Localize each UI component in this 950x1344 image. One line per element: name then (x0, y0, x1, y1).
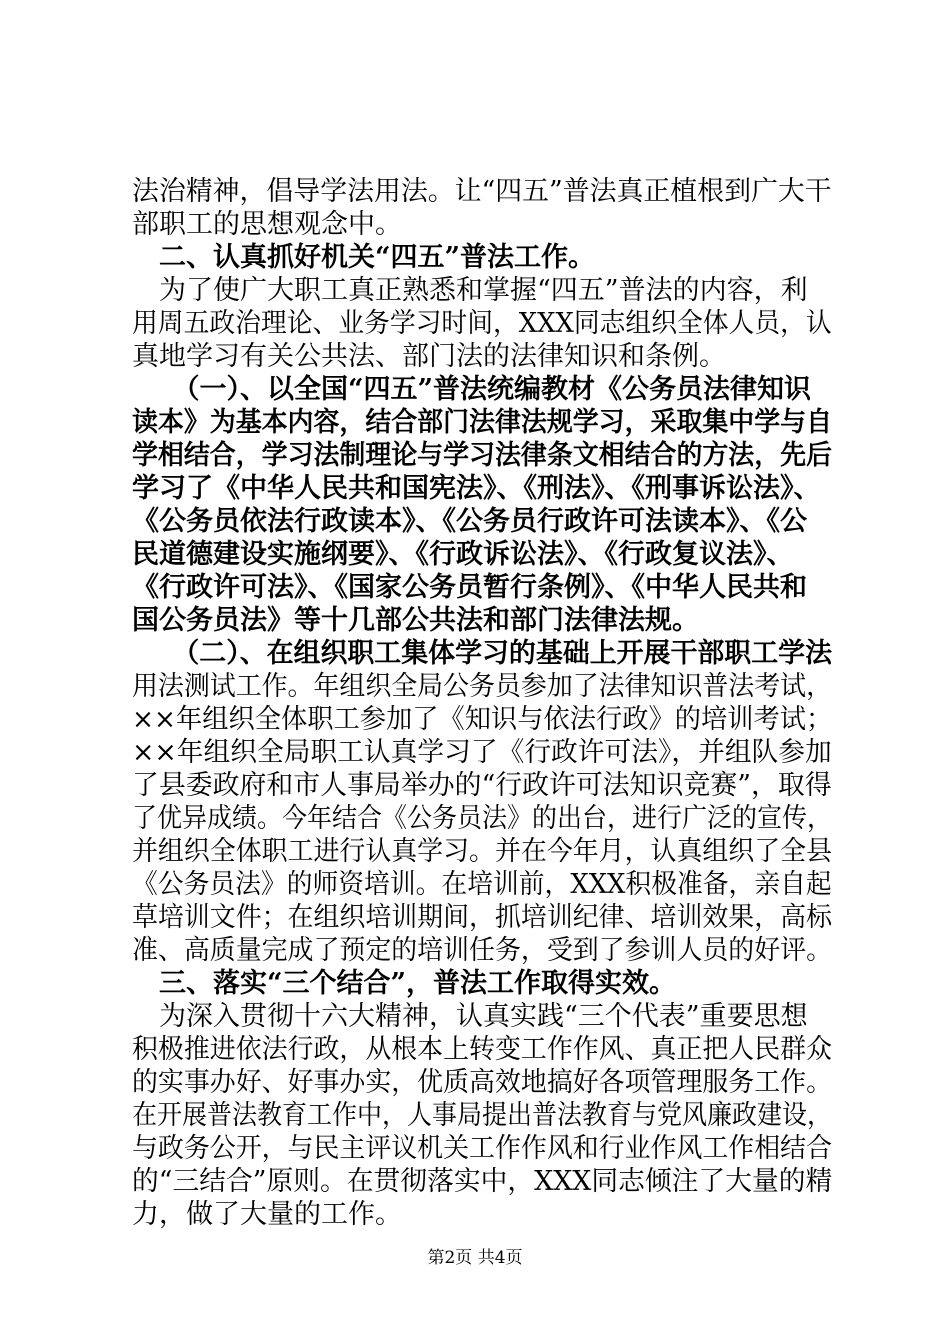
subsection-heading-line: 国公务员法》等十几部公共法和部门法律法规。 (132, 605, 699, 636)
subsection-heading-line: 学习了《中华人民共和国宪法》、《刑法》、《刑事诉讼法》、 (132, 473, 821, 504)
paragraph-line: 真地学习有关公共法、部门法的法律知识和条例。 (132, 341, 726, 372)
paragraph-line: 为深入贯彻十六大精神，认真实践“三个代表”重要思想 (132, 1001, 808, 1032)
paragraph-line: 了优异成绩。今年结合《公务员法》的出台，进行广泛的宣传， (132, 803, 832, 834)
paragraph-line: 《公务员法》的师资培训。在培训前，XXX积极准备，亲自起 (132, 869, 832, 900)
subsection-heading-line: 民道德建设实施纲要》、《行政诉讼法》、《行政复议法》、 (132, 539, 794, 570)
subsection-heading-line: （一）、以全国“四五”普法统编教材《公务员法律知识 (132, 374, 812, 405)
subsection-heading-line: 《行政许可法》、《国家公务员暂行条例》、《中华人民共和 (132, 572, 807, 603)
subsection-heading-line: 学相结合，学习法制理论与学习法律条文相结合的方法，先后 (132, 440, 832, 471)
paragraph-line: 的“三结合”原则。在贯彻落实中，XXX同志倾注了大量的精 (132, 1166, 833, 1197)
subsection-heading-line: （二）、在组织职工集体学习的基础上开展干部职工学法 (132, 638, 832, 669)
paragraph-line: 用周五政治理论、业务学习时间，XXX同志组织全体人员，认 (132, 308, 832, 339)
paragraph-line: 准、高质量完成了预定的培训任务，受到了参训人员的好评。 (132, 935, 832, 966)
paragraph-line: 了县委政府和市人事局举办的“行政许可法知识竞赛”，取得 (132, 770, 832, 801)
subsection-heading-line: 《公务员依法行政读本》、《公务员行政许可法读本》、《公 (132, 506, 807, 537)
paragraph-line: ××年组织全局职工认真学习了《行政许可法》，并组队参加 (132, 737, 832, 768)
paragraph-line: 草培训文件；在组织培训期间，抓培训纪律、培训效果，高标 (132, 902, 832, 933)
paragraph-line: 并组织全体职工进行认真学习。并在今年月，认真组织了全县 (132, 836, 832, 867)
paragraph-line: 法治精神，倡导学法用法。让“四五”普法真正植根到广大干 (132, 176, 832, 207)
page-number-footer: 第2页 共4页 (427, 1248, 523, 1268)
section-heading: 二、认真抓好机关“四五”普法工作。 (132, 242, 596, 273)
paragraph-line: 用法测试工作。年组织全局公务员参加了法律知识普法考试， (132, 671, 832, 702)
paragraph-line: 积极推进依法行政，从根本上转变工作作风、真正把人民群众 (132, 1034, 832, 1065)
paragraph-line: 在开展普法教育工作中，人事局提出普法教育与党风廉政建设， (132, 1100, 832, 1131)
paragraph-line: 部职工的思想观念中。 (132, 209, 402, 240)
paragraph-line: ××年组织全体职工参加了《知识与依法行政》的培训考试； (132, 704, 833, 735)
section-heading: 三、落实“三个结合”，普法工作取得实效。 (132, 968, 677, 999)
subsection-heading-line: 读本》为基本内容，结合部门法律法规学习，采取集中学与自 (132, 407, 832, 438)
paragraph-line: 的实事办好、好事办实，优质高效地搞好各项管理服务工作。 (132, 1067, 832, 1098)
paragraph-line: 力，做了大量的工作。 (132, 1199, 402, 1230)
paragraph-line: 与政务公开，与民主评议机关工作作风和行业作风工作相结合 (132, 1133, 832, 1164)
paragraph-line: 为了使广大职工真正熟悉和掌握“四五”普法的内容，利 (132, 275, 808, 306)
